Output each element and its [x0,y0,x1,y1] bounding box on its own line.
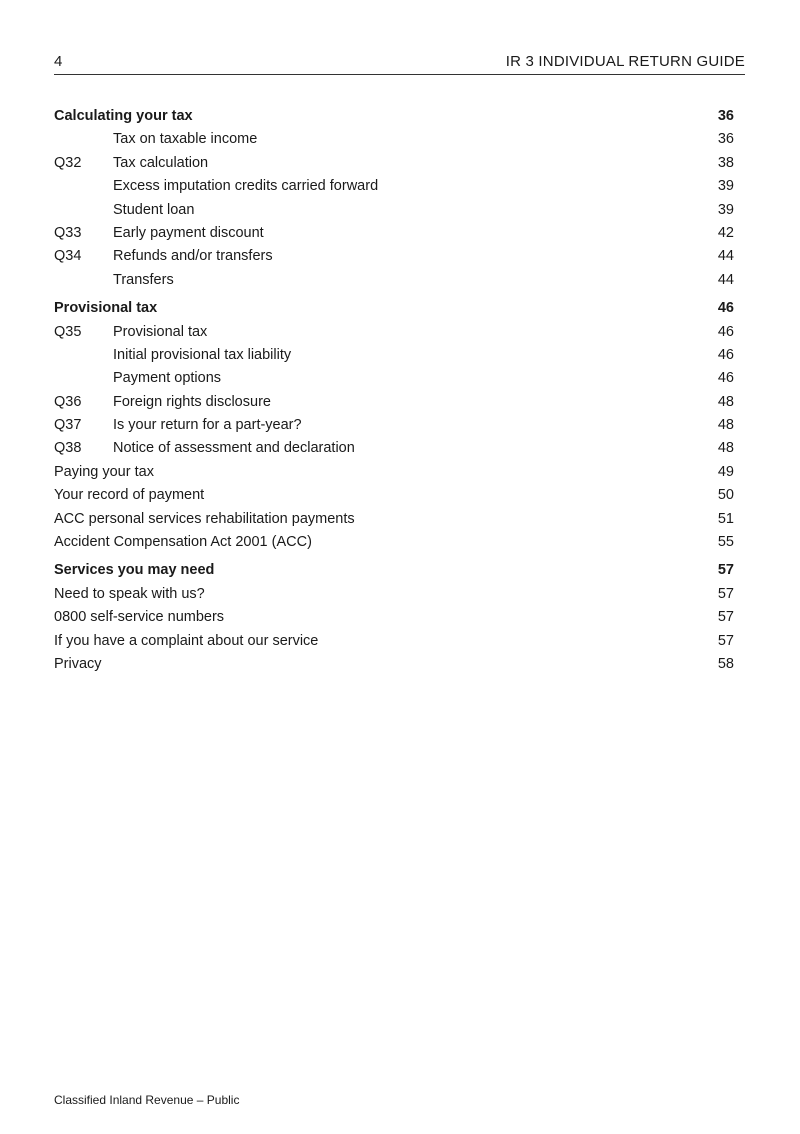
toc-entry-title: Provisional tax [54,300,158,317]
toc-entry-title: Paying your tax [54,463,154,480]
toc-entry [54,321,734,344]
toc-entry [54,630,734,653]
toc-page-number: 51 [717,510,734,527]
toc-entry-title: Tax calculation [113,154,209,171]
toc-page-number: 46 [717,370,734,387]
page-number: 4 [54,53,63,70]
toc-page-number: 38 [717,154,734,171]
table-of-contents [54,105,734,676]
toc-section-heading [54,105,734,128]
toc-entry [54,606,734,629]
toc-entry-title: Services you may need [54,562,215,579]
toc-entry-title: Notice of assessment and declaration [113,440,355,457]
footer-classification: Classified Inland Revenue – Public [54,1093,240,1107]
toc-section-heading [54,297,734,320]
toc-entry-title: Your record of payment [54,487,205,504]
toc-entry-title: Provisional tax [113,323,208,340]
running-header [54,52,745,75]
toc-entry [54,152,734,175]
toc-page-number: 57 [717,585,734,602]
toc-page-number: 57 [717,632,734,649]
toc-page-number: 48 [717,417,734,434]
toc-question-number: Q38 [54,440,82,457]
toc-question-number: Q37 [54,417,82,434]
toc-entry [54,461,734,484]
toc-entry-title: ACC personal services rehabilitation payments [54,510,355,527]
toc-entry-title: Accident Compensation Act 2001 (ACC) [54,534,312,551]
toc-entry [54,367,734,390]
toc-entry-title: Is your return for a part-year? [113,417,302,434]
toc-page-number: 48 [717,440,734,457]
toc-page-number: 36 [717,108,734,124]
toc-entry [54,344,734,367]
toc-page-number: 57 [717,562,734,579]
toc-page-number: 49 [717,463,734,480]
toc-entry [54,508,734,531]
toc-page-number: 42 [717,224,734,241]
toc-entry-title: 0800 self-service numbers [54,609,225,626]
toc-question-number: Q36 [54,393,82,410]
toc-entry [54,222,734,245]
toc-entry [54,175,734,198]
toc-entry-title: Foreign rights disclosure [113,393,271,410]
toc-page-number: 39 [717,178,734,195]
toc-entry [54,199,734,222]
guide-title: IR 3 INDIVIDUAL RETURN GUIDE [505,53,745,70]
toc-entry [54,128,734,151]
toc-entry [54,414,734,437]
toc-entry-title: Refunds and/or transfers [113,248,273,265]
toc-entry [54,269,734,292]
toc-page-number: 48 [717,393,734,410]
toc-page-number: 46 [717,323,734,340]
toc-entry-title: Early payment discount [113,224,264,241]
toc-page-number: 50 [717,487,734,504]
toc-entry-title: Privacy [54,655,102,672]
toc-question-number: Q33 [54,224,82,241]
toc-entry [54,484,734,507]
toc-entry-title: Initial provisional tax liability [113,346,292,363]
toc-question-number: Q32 [54,154,82,171]
toc-entry [54,437,734,460]
toc-entry-title: Need to speak with us? [54,585,205,602]
toc-page-number: 57 [717,609,734,626]
toc-entry-title: Tax on taxable income [113,131,258,148]
toc-entry-title: Payment options [113,370,222,387]
toc-entry-title: Calculating your tax [54,108,193,124]
toc-entry [54,583,734,606]
toc-entry-title: Excess imputation credits carried forward [113,178,379,195]
toc-page-number: 39 [717,201,734,218]
toc-question-number: Q34 [54,248,82,265]
toc-entry-title: If you have a complaint about our service [54,632,319,649]
toc-page-number: 46 [717,346,734,363]
toc-entry-title: Student loan [113,201,195,218]
toc-entry-title: Transfers [113,271,174,288]
toc-entry [54,245,734,268]
toc-page-number: 44 [717,248,734,265]
toc-page-number: 36 [717,131,734,148]
toc-entry [54,653,734,676]
toc-page-number: 44 [717,271,734,288]
toc-page-number: 58 [717,655,734,672]
toc-question-number: Q35 [54,323,82,340]
toc-entry [54,391,734,414]
toc-page-number: 46 [717,300,734,317]
toc-entry [54,531,734,554]
toc-page-number: 55 [717,534,734,551]
toc-section-heading [54,559,734,582]
